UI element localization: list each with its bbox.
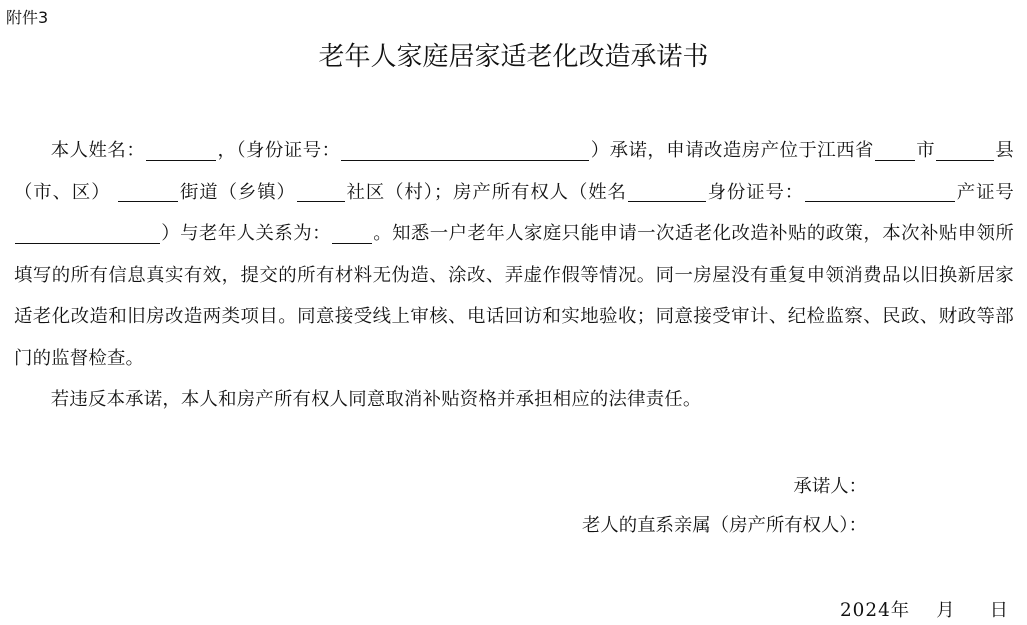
text-segment: 身份证号： [706,181,805,203]
relative-signature-label: 老人的直系亲属（房产所有权人）： [581,515,867,536]
text-segment: 县（市、区） [14,140,1014,203]
city-blank[interactable] [875,140,915,160]
promisor-signature-label: 承诺人： [793,476,867,497]
street-blank[interactable] [118,182,178,202]
text-segment: ）承诺，申请改造房产位于江西省 [590,140,874,161]
date-year: 2024年 [839,600,911,621]
date-day: 日 [989,600,1009,621]
text-segment: ）与老年人关系为： [161,223,331,244]
owner-name-blank[interactable] [628,182,706,202]
text-segment: 本人姓名： [50,140,146,161]
relationship-blank[interactable] [332,223,372,243]
document-title: 老年人家庭居家适老化改造承诺书 [318,42,709,72]
document-body [14,130,1014,421]
id-number-blank[interactable] [341,140,589,160]
liability-paragraph: 若违反本承诺，本人和房产所有权人同意取消补贴资格并承担相应的法律责任。 [50,389,702,410]
text-segment: 。知悉一户老年人家庭只能申请一次适老化改造补贴的政策，本次补贴申领所填写的所有信息真实有效，提交的所有材料无伪造、涂改、弄虚作假等情况。同一房屋没有重复申领消费品以旧换新居家适老化改造和旧房改造两类项目。同意接受线上审核、电话回访和实地验收；同意接受审计、纪检监察、民政、财政等部门的监督检查。 [14,223,1014,369]
commitment-paragraph [14,130,1014,379]
community-blank[interactable] [297,182,345,202]
property-cert-blank[interactable] [15,223,160,243]
date-line [840,599,1009,623]
text-segment: 产证号 [956,181,1014,203]
name-blank[interactable] [146,140,216,160]
text-segment: 街道（乡镇） [179,181,296,203]
owner-id-blank[interactable] [805,182,955,202]
attachment-label: 附件3 [6,8,49,27]
text-segment: ，（身份证号： [217,140,341,161]
text-segment: 市 [915,140,936,161]
date-month: 月 [936,600,956,621]
text-segment: 社区（村）；房产所有权人（姓名 [345,181,627,203]
county-blank[interactable] [936,140,994,160]
